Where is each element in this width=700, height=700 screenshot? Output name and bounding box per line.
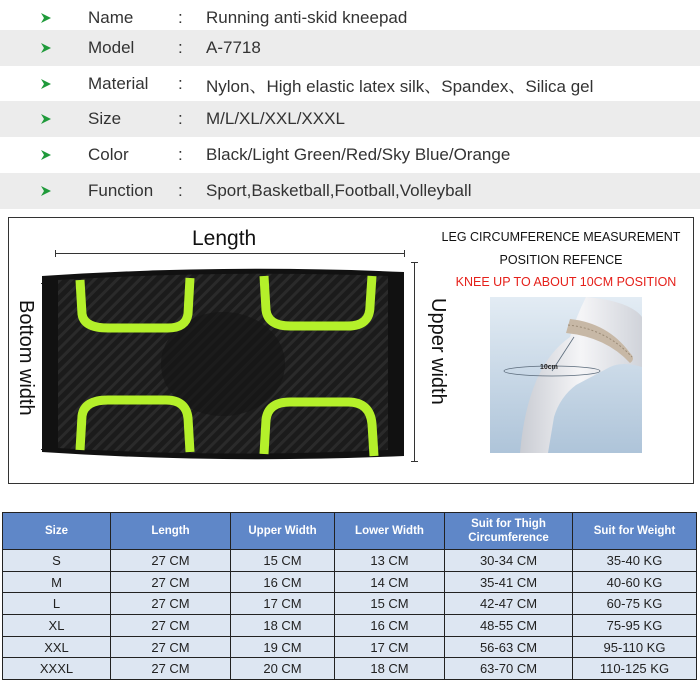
table-cell: 14 CM (335, 571, 445, 593)
length-label: Length (192, 227, 257, 250)
leg-measurement-title: LEG CIRCUMFERENCE MEASUREMENT (441, 230, 681, 244)
table-row (3, 615, 697, 637)
arrow-right-icon (40, 78, 52, 90)
bottom-width-label: Bottom width (15, 300, 37, 416)
spec-label: Model (88, 38, 135, 57)
table-cell: 16 CM (335, 615, 445, 637)
table-row (3, 571, 697, 593)
table-cell: 35-41 CM (445, 571, 573, 593)
upper-width-label: Upper width (427, 298, 449, 405)
column-header: Upper Width (231, 513, 335, 550)
spec-separator: : (178, 8, 183, 27)
spec-label: Name (88, 8, 134, 27)
spec-value: Nylon、High elastic latex silk、Spandex、Silica gel (206, 76, 594, 96)
table-row (3, 550, 697, 572)
table-cell: 27 CM (111, 615, 231, 637)
column-header: Size (3, 513, 111, 550)
spec-row-function (0, 173, 700, 209)
table-cell: M (3, 571, 111, 593)
column-header: Suit for Thigh Circumference (445, 513, 573, 550)
table-cell: 15 CM (231, 550, 335, 572)
table-cell: 17 CM (231, 593, 335, 615)
spec-value: Black/Light Green/Red/Sky Blue/Orange (206, 145, 511, 164)
table-row (3, 593, 697, 615)
table-row (3, 636, 697, 658)
table-cell: 42-47 CM (445, 593, 573, 615)
table-cell: 63-70 CM (445, 658, 573, 680)
table-cell: 16 CM (231, 571, 335, 593)
spec-value: M/L/XL/XXL/XXXL (206, 109, 345, 128)
spec-label: Size (88, 109, 122, 128)
spec-row-material (0, 66, 700, 102)
spec-value: Running anti-skid kneepad (206, 8, 408, 27)
arrow-right-icon (40, 12, 52, 24)
table-cell: 18 CM (231, 615, 335, 637)
table-cell: 48-55 CM (445, 615, 573, 637)
table-cell: S (3, 550, 111, 572)
spec-value: Sport,Basketball,Football,Volleyball (206, 181, 472, 200)
spec-separator: : (178, 38, 183, 57)
spec-separator: : (178, 181, 183, 200)
table-cell: L (3, 593, 111, 615)
size-chart-table (2, 512, 697, 680)
spec-row-size (0, 101, 700, 137)
spec-label: Color (88, 145, 129, 164)
arrow-right-icon (40, 42, 52, 54)
leg-measurement-note: KNEE UP TO ABOUT 10CM POSITION (455, 275, 677, 289)
spec-label: Function (88, 181, 154, 200)
table-cell: 19 CM (231, 636, 335, 658)
table-cell: XXL (3, 636, 111, 658)
arrow-right-icon (40, 185, 52, 197)
table-cell: 18 CM (335, 658, 445, 680)
table-cell: 35-40 KG (573, 550, 697, 572)
table-cell: 75-95 KG (573, 615, 697, 637)
spec-row-model (0, 30, 700, 66)
table-cell: 20 CM (231, 658, 335, 680)
spec-separator: : (178, 74, 183, 93)
spec-row-color (0, 137, 700, 173)
spec-separator: : (178, 145, 183, 164)
table-cell: 27 CM (111, 636, 231, 658)
leg-measurement-photo (490, 297, 642, 453)
table-cell: 27 CM (111, 571, 231, 593)
table-cell: 27 CM (111, 593, 231, 615)
table-cell: XXXL (3, 658, 111, 680)
table-cell: XL (3, 615, 111, 637)
table-cell: 27 CM (111, 550, 231, 572)
arrow-right-icon (40, 113, 52, 125)
table-cell: 40-60 KG (573, 571, 697, 593)
table-cell: 30-34 CM (445, 550, 573, 572)
table-cell: 17 CM (335, 636, 445, 658)
table-cell: 56-63 CM (445, 636, 573, 658)
table-row (3, 658, 697, 680)
upper-width-dimension-line (414, 262, 415, 462)
table-header-row (3, 513, 697, 550)
spec-separator: : (178, 109, 183, 128)
length-dimension-line (55, 253, 405, 254)
table-cell: 13 CM (335, 550, 445, 572)
leg-measurement-subtitle: POSITION REFENCE (499, 253, 623, 267)
table-cell: 95-110 KG (573, 636, 697, 658)
arrow-right-icon (40, 149, 52, 161)
photo-mark-text: 10cm (540, 364, 558, 371)
column-header: Lower Width (335, 513, 445, 550)
spec-label: Material (88, 74, 149, 93)
column-header: Length (111, 513, 231, 550)
table-cell: 110-125 KG (573, 658, 697, 680)
spec-value: A-7718 (206, 38, 261, 57)
table-cell: 15 CM (335, 593, 445, 615)
table-cell: 60-75 KG (573, 593, 697, 615)
table-cell: 27 CM (111, 658, 231, 680)
column-header: Suit for Weight (573, 513, 697, 550)
kneepad-image (38, 266, 408, 462)
